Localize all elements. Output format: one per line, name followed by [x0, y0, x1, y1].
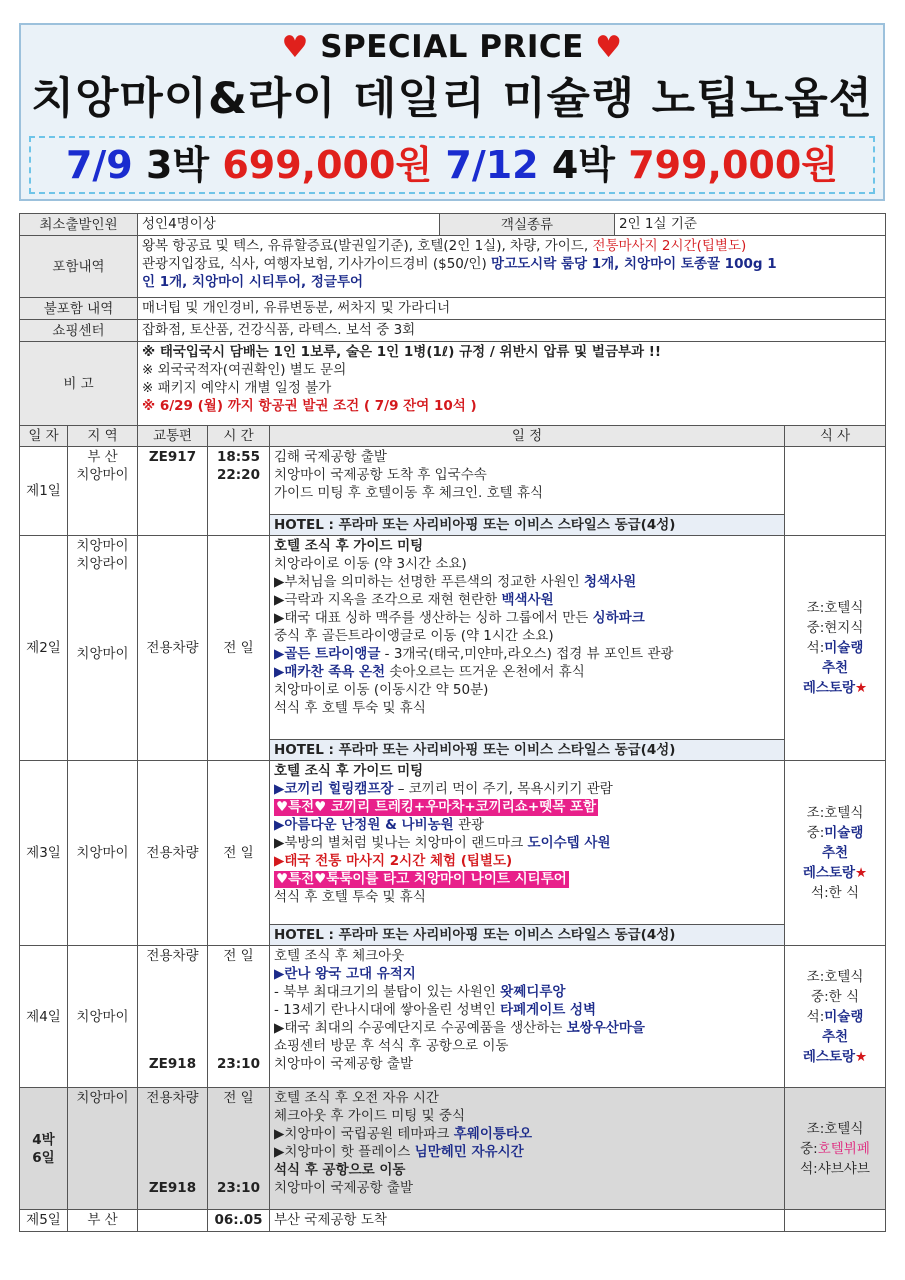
day5-meal [785, 1210, 886, 1232]
day3-label: 제3일 [20, 761, 68, 946]
region-name: 치앙마이 [76, 646, 129, 662]
day4-time [208, 946, 270, 1088]
schedule-line: 치앙마이 국제공항 출발 [274, 1056, 413, 1072]
schedule-line: 치앙마이로 이동 (이동시간 약 50분) [274, 682, 489, 698]
day4-meal [785, 946, 886, 1088]
schedule-line: 체크아웃 후 가이드 미팅 및 중식 [274, 1108, 465, 1124]
meal-note: 추천 [821, 1028, 849, 1045]
time-value: 23:10 [217, 1056, 260, 1072]
schedule-line: - 13세기 란나시대에 쌓아올린 성벽인 타페게이트 성벽 [274, 1002, 597, 1018]
meal-note: 레스토랑★ [802, 680, 868, 696]
schedule-line: ▶치앙마이 국립공원 테마파크 후웨이틍타오 [274, 1126, 533, 1142]
included-line: 관광지입장료, 식사, 여행자보험, 기사가이드경비 ($50/인) [142, 256, 487, 272]
meal-breakfast: 조:호텔식 [806, 805, 864, 821]
schedule-line [274, 870, 780, 888]
day4-transport [138, 946, 208, 1088]
schedule-line: 가이드 미팅 후 호텔이동 후 체크인. 호텔 휴식 [274, 485, 544, 501]
transport-value: 전용차량 [146, 1090, 199, 1106]
schedule-line [274, 798, 780, 816]
day4-region: 치앙마이 [68, 946, 138, 1088]
meal-lunch: 중:미슐랭 [806, 825, 864, 841]
region-name: 부 산 [87, 449, 118, 465]
room-type-value: 2인 1실 기준 [615, 214, 886, 236]
day2-schedule [270, 536, 785, 740]
day2-label: 제2일 [20, 536, 68, 761]
duration-label: 4박 [32, 1131, 55, 1148]
schedule-line: - 북부 최대크기의 불탑이 있는 사원인 왓쩨디루앙 [274, 984, 566, 1000]
meal-dinner: 석:미슐랭 [806, 640, 864, 656]
header-meal: 식 사 [785, 426, 886, 447]
schedule-line: 치앙마이 국제공항 출발 [274, 1180, 413, 1196]
price-banner [19, 23, 885, 201]
note-line: ※ 태국입국시 담배는 1인 1보루, 술은 1인 1병(1ℓ) 규정 / 위반시 압류 및 벌금부과 !! [142, 344, 662, 360]
time-value: 전 일 [223, 948, 254, 964]
schedule-line: ▶북방의 별처럼 빛나는 치앙마이 랜드마크 도이수텝 사원 [274, 835, 611, 851]
day5-label: 제5일 [20, 1210, 68, 1232]
day2-meal [785, 536, 886, 761]
note-line: ※ 패키지 예약시 개별 일정 불가 [142, 380, 332, 396]
schedule-line: 석식 후 호텔 투숙 및 휴식 [274, 700, 426, 716]
day3-schedule [270, 761, 785, 925]
day4alt-schedule [270, 1088, 785, 1210]
day1-time [208, 447, 270, 536]
special-price-label: SPECIAL PRICE [320, 29, 584, 65]
day2-time: 전 일 [208, 536, 270, 761]
included-massage: 전통마사지 2시간(팁별도) [592, 238, 747, 254]
schedule-line: 김해 국제공항 출발 [274, 449, 387, 465]
time-value: 23:10 [217, 1180, 260, 1196]
notes-value [138, 342, 886, 426]
schedule-line: ▶골든 트라이앵글 - 3개국(태국,미얀마,라오스) 접경 뷰 포인트 관광 [274, 646, 674, 662]
special-benefit-badge: ♥특전♥ 코끼리 트레킹+우마차+코끼리쇼+뗏목 포함 [276, 799, 597, 815]
meal-note: 추천 [821, 660, 849, 676]
schedule-line: 호텔 조식 후 가이드 미팅 [274, 538, 424, 554]
header-schedule: 일 정 [270, 426, 785, 447]
header-transport: 교통편 [138, 426, 208, 447]
day1-meal [785, 447, 886, 536]
region-name: 치앙마이 [76, 467, 129, 483]
region-name: 치앙마이 [76, 538, 129, 554]
price-line [29, 136, 875, 194]
day2-hotel: HOTEL : 푸라마 또는 사리비아핑 또는 이비스 스타일스 동급(4성) [270, 740, 785, 761]
star-icon: ★ [855, 865, 868, 881]
day4-label: 제4일 [20, 946, 68, 1088]
schedule-line: ▶아름다운 난정원 & 나비농원 관광 [274, 817, 485, 833]
included-bonus: 망고도시락 룸당 1개, 치앙마이 토종꿀 100g 1 [491, 256, 777, 272]
schedule-line: ▶치앙마이 핫 플레이스 님만헤민 자유시간 [274, 1144, 524, 1160]
day3-region: 치앙마이 [68, 761, 138, 946]
schedule-line: ▶태국 대표 싱하 맥주를 생산하는 싱하 그룹에서 만든 싱하파크 [274, 610, 645, 626]
day5-schedule: 부산 국제공항 도착 [270, 1210, 785, 1232]
schedule-line: ▶매카찬 족욕 온천 솟아오르는 뜨거운 온천에서 휴식 [274, 664, 585, 680]
duration-label: 6일 [32, 1149, 55, 1166]
price1-date: 7/9 [65, 143, 133, 187]
special-price-heading [21, 27, 883, 68]
meal-lunch: 중:현지식 [806, 620, 864, 636]
day1-flight: ZE917 [138, 447, 208, 536]
schedule-line: 쇼핑센터 방문 후 석식 후 공항으로 이동 [274, 1038, 509, 1054]
schedule-line: 중식 후 골든트라이앵글로 이동 (약 1시간 소요) [274, 628, 554, 644]
tour-title: 치앙마이&라이 데일리 미슐랭 노팁노옵션 [31, 74, 873, 124]
day4alt-region: 치앙마이 [68, 1088, 138, 1210]
schedule-line: ▶부처님을 의미하는 선명한 푸른색의 정교한 사원인 청색사원 [274, 574, 637, 590]
schedule-line: 석식 후 호텔 투숙 및 휴식 [274, 889, 426, 905]
day3-hotel: HOTEL : 푸라마 또는 사리비아핑 또는 이비스 스타일스 동급(4성) [270, 925, 785, 946]
transport-value: 전용차량 [146, 948, 199, 964]
schedule-line: ▶극락과 지옥을 조각으로 재현 현란한 백색사원 [274, 592, 554, 608]
meal-lunch: 중:한 식 [811, 988, 859, 1005]
schedule-line: 호텔 조식 후 가이드 미팅 [274, 763, 424, 779]
star-icon: ★ [855, 1048, 868, 1065]
day1-hotel: HOTEL : 푸라마 또는 사리비아핑 또는 이비스 스타일스 동급(4성) [270, 515, 785, 536]
meal-breakfast: 조:호텔식 [806, 968, 864, 985]
price1-nights: 3박 [145, 143, 210, 187]
day3-time: 전 일 [208, 761, 270, 946]
time-value: 18:55 [217, 449, 260, 465]
day3-transport: 전용차량 [138, 761, 208, 946]
schedule-line: 석식 후 공항으로 이동 [274, 1162, 406, 1178]
schedule-line: 호텔 조식 후 체크아웃 [274, 948, 405, 964]
day5-region: 부 산 [68, 1210, 138, 1232]
meal-lunch: 중:호텔뷔페 [800, 1140, 870, 1157]
note-line: ※ 외국국적자(여권확인) 별도 문의 [142, 362, 347, 378]
meal-dinner: 석:샤브샤브 [800, 1160, 870, 1177]
region-name: 치앙라이 [76, 556, 129, 572]
shopping-value: 잡화점, 토산품, 건강식품, 라텍스. 보석 중 3회 [138, 320, 886, 342]
included-label: 포함내역 [20, 236, 138, 298]
min-people-value: 성인4명이상 [138, 214, 440, 236]
min-people-label: 최소출발인원 [20, 214, 138, 236]
schedule-line: 치앙라이로 이동 (약 3시간 소요) [274, 556, 467, 572]
day4alt-meal [785, 1088, 886, 1210]
heart-icon: ♥ [595, 30, 623, 65]
day4alt-label [20, 1088, 68, 1210]
header-time: 시 간 [208, 426, 270, 447]
schedule-line: ▶코끼리 힐링캠프장 – 코끼리 먹이 주기, 목욕시키기 관람 [274, 781, 613, 797]
price2-date: 7/12 [445, 143, 539, 187]
day5-transport [138, 1210, 208, 1232]
room-type-label: 객실종류 [440, 214, 615, 236]
shopping-label: 쇼핑센터 [20, 320, 138, 342]
meal-breakfast: 조:호텔식 [806, 1120, 864, 1137]
meal-dinner: 석:미슐랭 [806, 1008, 864, 1025]
schedule-line: ▶태국 전통 마사지 2시간 체험 (팁별도) [274, 853, 513, 869]
excluded-value: 매너팁 및 개인경비, 유류변동분, 써차지 및 가라디너 [138, 298, 886, 320]
meal-breakfast: 조:호텔식 [806, 600, 864, 616]
price2-amount: 799,000원 [628, 143, 839, 187]
day2-transport: 전용차량 [138, 536, 208, 761]
day4-schedule [270, 946, 785, 1088]
heart-icon: ♥ [281, 30, 309, 65]
price1-amount: 699,000원 [222, 143, 433, 187]
meal-note: 레스토랑★ [802, 865, 868, 881]
day3-meal [785, 761, 886, 946]
meal-note: 추천 [821, 845, 849, 861]
time-value: 22:20 [217, 467, 260, 483]
included-value [138, 236, 886, 298]
schedule-line: 호텔 조식 후 오전 자유 시간 [274, 1090, 439, 1106]
meal-dinner: 석:한 식 [811, 885, 859, 901]
itinerary-table [19, 213, 886, 1232]
day2-region [68, 536, 138, 761]
note-line: ※ 6/29 (월) 까지 항공권 발권 조건 ( 7/9 잔여 10석 ) [142, 398, 477, 414]
included-bonus: 인 1개, 치앙마이 시티투어, 정글투어 [142, 274, 364, 290]
flight-number: ZE918 [148, 1056, 197, 1072]
flight-number: ZE918 [148, 1180, 197, 1196]
day1-region [68, 447, 138, 536]
meal-note: 레스토랑★ [802, 1048, 868, 1065]
day4alt-time [208, 1088, 270, 1210]
notes-label: 비 고 [20, 342, 138, 426]
star-icon: ★ [855, 680, 868, 696]
day1-schedule [270, 447, 785, 515]
header-day: 일 자 [20, 426, 68, 447]
schedule-line: 치앙마이 국제공항 도착 후 입국수속 [274, 467, 487, 483]
schedule-line: ▶란나 왕국 고대 유적지 [274, 966, 416, 982]
excluded-label: 불포함 내역 [20, 298, 138, 320]
day4alt-transport [138, 1088, 208, 1210]
day5-time: 06:.05 [208, 1210, 270, 1232]
time-value: 전 일 [223, 1090, 254, 1106]
schedule-line: ▶태국 최대의 수공예단지로 수공예품을 생산하는 보쌍우산마을 [274, 1020, 645, 1036]
included-line: 왕복 항공료 및 텍스, 유류할증료(발권일기준), 호텔(2인 1실), 차량, 가이드, [142, 238, 589, 254]
price2-nights: 4박 [551, 143, 615, 187]
header-region: 지 역 [68, 426, 138, 447]
day1-label: 제1일 [20, 447, 68, 536]
special-benefit-badge: ♥특전♥툭툭이를 타고 치앙마이 나이트 시티투어 [276, 871, 567, 887]
